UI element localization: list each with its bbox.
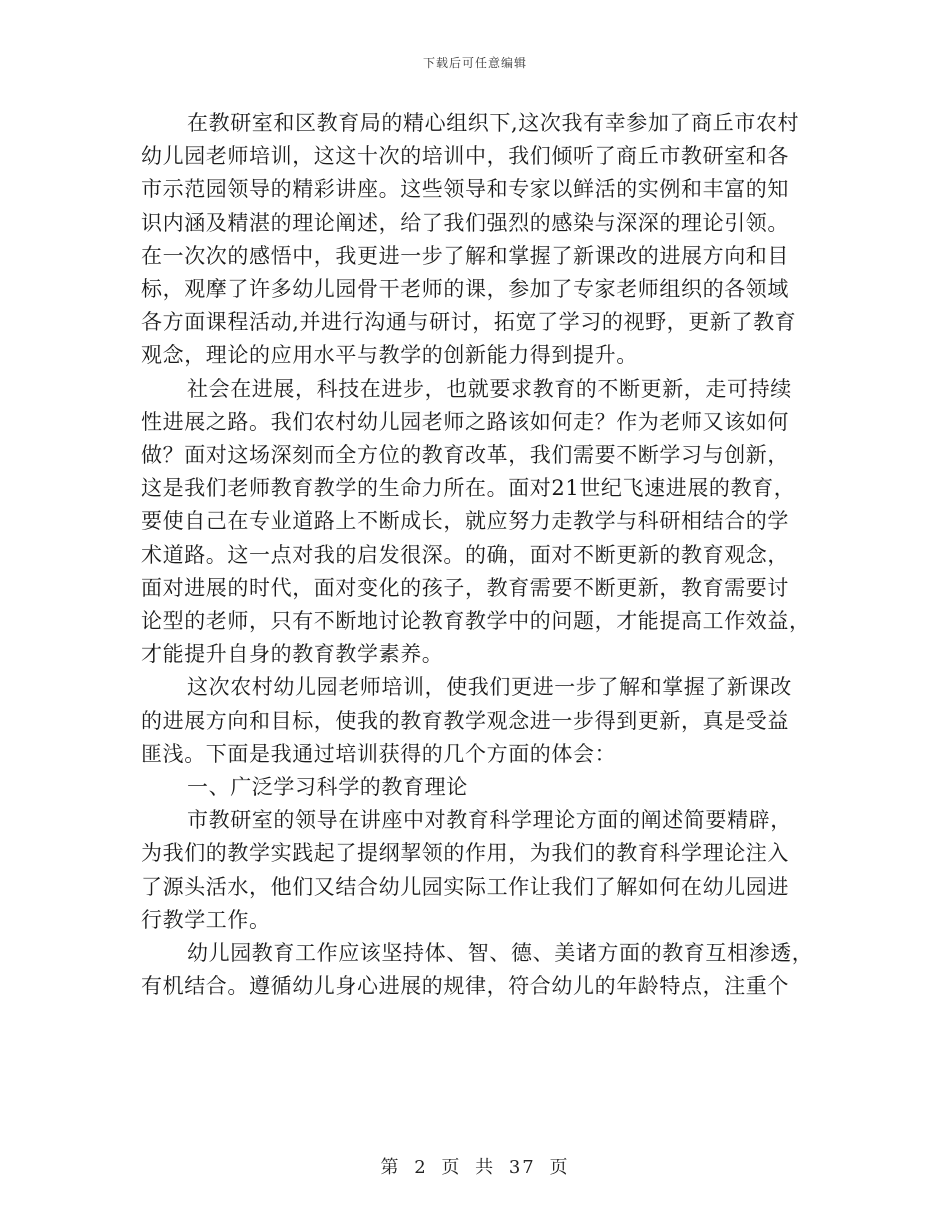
text-line: 行教学工作。 xyxy=(141,907,271,932)
text-line: 有机结合。遵循幼儿身心进展的规律，符合幼儿的年龄特点，注重个 xyxy=(141,974,789,999)
text-line: 性进展之路。我们农村幼儿园老师之路该如何走？作为老师又该如何 xyxy=(141,409,789,434)
text-line: 了源头活水，他们又结合幼儿园实际工作让我们了解如何在幼儿园进 xyxy=(141,874,789,899)
paragraph-5 xyxy=(141,937,814,1003)
text-line: 市示范园领导的精彩讲座。这些领导和专家以鲜活的实例和丰富的知 xyxy=(141,177,789,202)
document-body xyxy=(141,107,814,1003)
page-number: 第 2 页 共 37 页 xyxy=(380,1157,570,1178)
text-line: 幼儿园教育工作应该坚持体、智、德、美诸方面的教育互相渗透， xyxy=(187,941,814,966)
text-line: 要使自己在专业道路上不断成长，就应努力走教学与科研相结合的学 xyxy=(141,509,789,534)
text-line: 术道路。这一点对我的启发很深。的确，面对不断更新的教育观念， xyxy=(141,542,789,567)
text-line: 一、广泛学习科学的教育理论 xyxy=(187,775,468,800)
text-line: 在教研室和区教育局的精心组织下,这次我有幸参加了商丘市农村 xyxy=(187,111,800,135)
text-line: 匪浅。下面是我通过培训获得的几个方面的体会： xyxy=(141,741,617,766)
section-heading xyxy=(141,771,803,804)
paragraph-4 xyxy=(141,804,803,937)
paragraph-2 xyxy=(141,373,811,672)
paragraph-3 xyxy=(141,671,803,771)
text-line: 这次农村幼儿园老师培训，使我们更进一步了解和掌握了新课改 xyxy=(187,675,792,700)
text-line: 这是我们老师教育教学的生命力所在。面对21世纪飞速进展的教育， xyxy=(141,476,796,501)
text-line: 观念，理论的应用水平与教学的创新能力得到提升。 xyxy=(141,343,638,368)
text-line: 在一次次的感悟中，我更进一步了解和掌握了新课改的进展方向和目 xyxy=(141,243,789,268)
text-line: 的进展方向和目标，使我的教育教学观念进一步得到更新，真是受益 xyxy=(141,708,789,733)
text-line: 识内涵及精湛的理论阐述，给了我们强烈的感染与深深的理论引领。 xyxy=(141,210,789,235)
text-line: 面对进展的时代，面对变化的孩子，教育需要不断更新，教育需要讨 xyxy=(141,575,789,600)
text-line: 市教研室的领导在讲座中对教育科学理论方面的阐述简要精辟， xyxy=(187,808,792,833)
text-line: 各方面课程活动,并进行沟通与研讨，拓宽了学习的视野，更新了教育 xyxy=(141,310,797,335)
paragraph-1 xyxy=(141,107,803,373)
page-header: 下载后可任意编辑 xyxy=(422,56,527,70)
text-line: 做？面对这场深刻而全方位的教育改革，我们需要不断学习与创新， xyxy=(141,443,789,468)
text-line: 标，观摩了许多幼儿园骨干老师的课，参加了专家老师组织的各领域 xyxy=(141,277,789,302)
text-line: 论型的老师，只有不断地讨论教育教学中的问题，才能提高工作效益， xyxy=(141,609,811,634)
text-line: 才能提升自身的教育教学素养。 xyxy=(141,642,444,667)
text-line: 社会在进展，科技在进步，也就要求教育的不断更新，走可持续 xyxy=(187,376,792,401)
text-line: 为我们的教学实践起了提纲挈领的作用，为我们的教育科学理论注入 xyxy=(141,841,789,866)
text-line: 幼儿园老师培训，这这十次的培训中，我们倾听了商丘市教研室和各 xyxy=(141,144,789,169)
